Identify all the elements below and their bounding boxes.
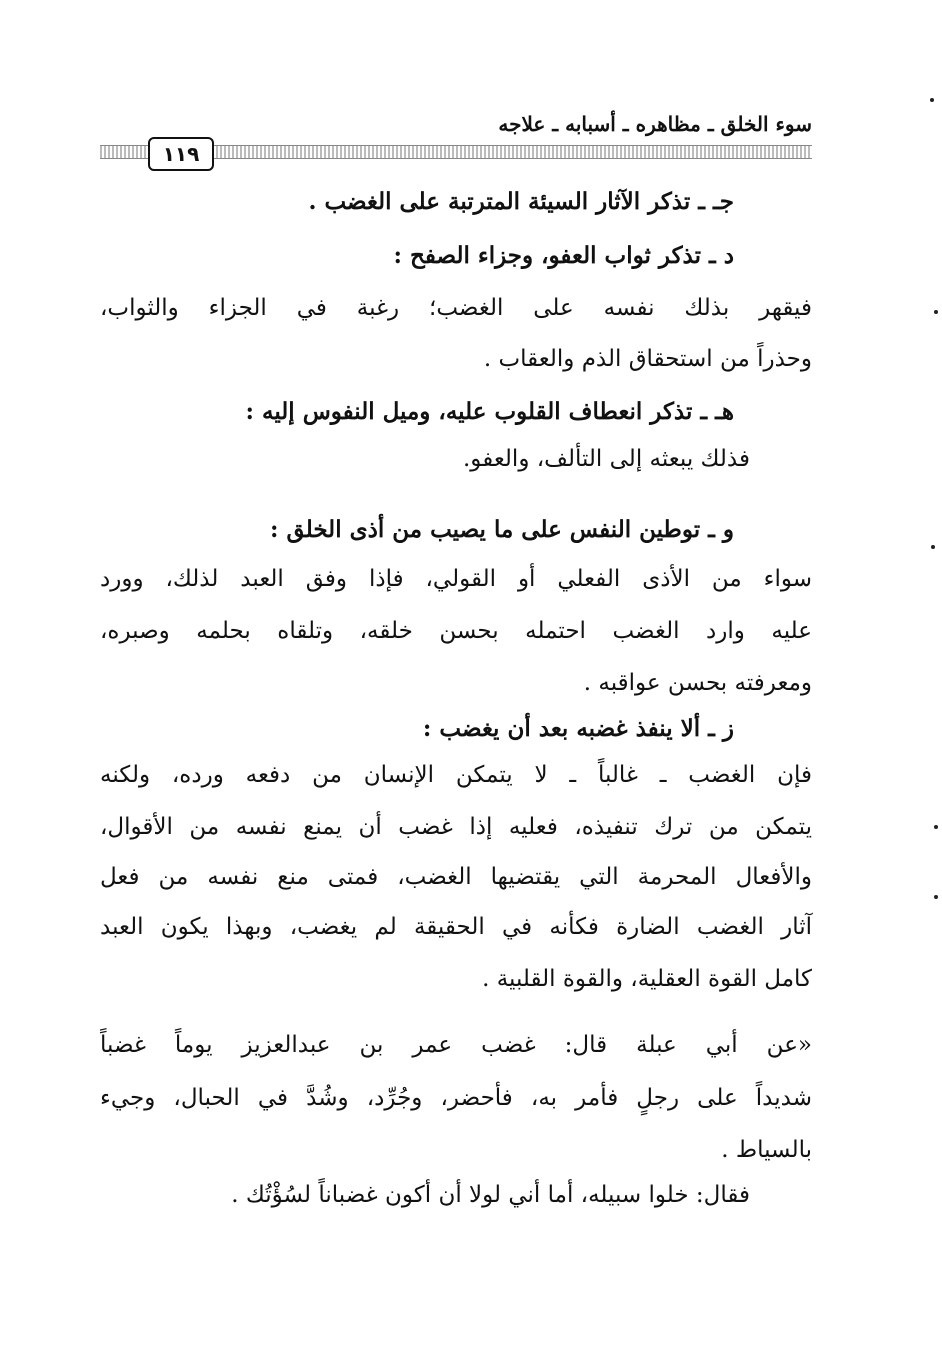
- scan-speck: [930, 98, 934, 102]
- section-heading: ز ـ ألا ينفذ غضبه بعد أن يغضب :: [422, 715, 734, 742]
- book-page: [100, 0, 812, 1358]
- section-heading: جـ ـ تذكر الآثار السيئة المترتبة على الغضب .: [308, 188, 734, 215]
- scan-speck: [934, 310, 938, 314]
- section-heading: و ـ توطين النفس على ما يصيب من أذى الخلق :: [270, 516, 734, 543]
- scan-speck: [934, 895, 938, 899]
- body-line: فيقهر بذلك نفسه على الغضب؛ رغبة في الجزاء والثواب،: [100, 295, 812, 321]
- page-number: ١١٩: [148, 137, 214, 171]
- body-line: وحذراً من استحقاق الذم والعقاب .: [483, 346, 812, 372]
- quote-line: بالسياط .: [721, 1137, 812, 1163]
- body-line: سواء من الأذى الفعلي أو القولي، فإذا وفق العبد لذلك، وورد: [100, 566, 812, 592]
- quote-line: فقال: خلوا سبيله، أما أني لولا أن أكون غضباناً لسُؤْتُك .: [231, 1182, 750, 1208]
- body-line: عليه وارد الغضب احتمله بحسن خلقه، وتلقاه بحلمه وصبره،: [100, 618, 812, 644]
- body-line: آثار الغضب الضارة فكأنه في الحقيقة لم يغضب، وبهذا يكون العبد: [100, 914, 812, 940]
- body-line: فإن الغضب ـ غالباً ـ لا يتمكن الإنسان من دفعه ورده، ولكنه: [100, 762, 812, 788]
- quote-line: «عن أبي عبلة قال: غضب عمر بن عبدالعزيز يوماً غضباً: [100, 1032, 812, 1058]
- body-line: ومعرفته بحسن عواقبه .: [583, 670, 812, 696]
- body-line: فذلك يبعثه إلى التألف، والعفو.: [463, 446, 750, 472]
- scan-speck: [934, 825, 938, 829]
- quote-line: شديداً على رجلٍ فأمر به، فأحضر، وجُرِّد، وشُدَّ في الحبال، وجيء: [100, 1085, 812, 1111]
- body-line: يتمكن من ترك تنفيذه، فعليه إذا غضب أن يمنع نفسه من الأقوال،: [100, 814, 812, 840]
- scan-speck: [931, 545, 935, 549]
- section-heading: د ـ تذكر ثواب العفو، وجزاء الصفح :: [393, 242, 734, 269]
- body-line: كامل القوة العقلية، والقوة القلبية .: [482, 966, 812, 992]
- running-header: سوء الخلق ـ مظاهره ـ أسبابه ـ علاجه: [498, 112, 812, 136]
- body-line: والأفعال المحرمة التي يقتضيها الغضب، فمتى منع نفسه من فعل: [100, 864, 812, 890]
- section-heading: هـ ـ تذكر انعطاف القلوب عليه، وميل النفوس إليه :: [245, 398, 734, 425]
